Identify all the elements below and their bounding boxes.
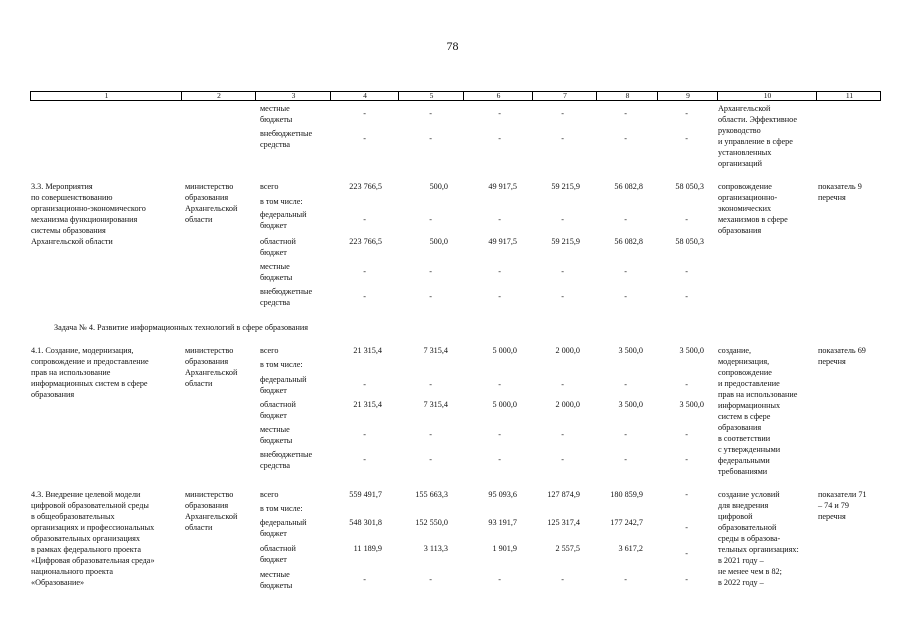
target-indicator: показатель 9 перечня: [818, 182, 862, 202]
amount-cell: -: [561, 134, 564, 143]
amount-cell: -: [498, 292, 501, 301]
responsible-executor: министерство образования Архангельской области: [185, 182, 238, 224]
funding-source-label: областной бюджет: [260, 237, 296, 257]
amount-cell: 1 901,9: [492, 544, 517, 553]
target-indicator: показатели 71 – 74 и 79 перечня: [818, 490, 867, 521]
amount-cell: 3 500,0: [618, 346, 643, 355]
amount-cell: -: [429, 430, 432, 439]
amount-cell: -: [624, 109, 627, 118]
expected-result: сопровождение организационно- экономических механизмов в сфере образования: [718, 182, 788, 235]
amount-cell: 2 000,0: [555, 400, 580, 409]
header-col-5: 5: [429, 91, 434, 100]
amount-cell: 155 663,3: [415, 490, 448, 499]
amount-cell: -: [624, 455, 627, 464]
amount-cell: -: [624, 292, 627, 301]
amount-cell: 500,0: [429, 182, 448, 191]
header-col-6: 6: [496, 91, 501, 100]
amount-cell: -: [624, 134, 627, 143]
amount-cell: 95 093,6: [488, 490, 517, 499]
amount-cell: -: [363, 109, 366, 118]
amount-cell: -: [498, 430, 501, 439]
amount-cell: -: [685, 215, 688, 224]
table-header-row: [30, 91, 881, 101]
amount-cell: 49 917,5: [488, 182, 517, 191]
amount-cell: -: [561, 430, 564, 439]
amount-cell: -: [685, 109, 688, 118]
amount-cell: 125 317,4: [547, 518, 580, 527]
amount-cell: -: [363, 430, 366, 439]
amount-cell: -: [685, 134, 688, 143]
amount-cell: -: [561, 109, 564, 118]
amount-cell: 500,0: [429, 237, 448, 246]
amount-cell: -: [685, 292, 688, 301]
amount-cell: -: [561, 292, 564, 301]
amount-cell: 180 859,9: [610, 490, 643, 499]
funding-source-label: в том числе:: [260, 360, 303, 369]
amount-cell: -: [624, 215, 627, 224]
funding-source-label: всего: [260, 490, 279, 499]
activity-name: 4.1. Создание, модернизация, сопровождение и предоставление прав на использование информационных систем в сфере образования: [31, 346, 149, 399]
funding-source-label: федеральный бюджет: [260, 375, 307, 395]
amount-cell: -: [624, 267, 627, 276]
amount-cell: -: [498, 267, 501, 276]
amount-cell: -: [429, 267, 432, 276]
amount-cell: -: [429, 380, 432, 389]
amount-cell: -: [624, 575, 627, 584]
responsible-executor: министерство образования Архангельской области: [185, 490, 238, 532]
header-col-10: 10: [763, 91, 772, 100]
amount-cell: -: [561, 575, 564, 584]
funding-source-label: местные бюджеты: [260, 425, 293, 445]
expected-result: создание, модернизация, сопровождение и предоставление прав на использование информационных систем в сфере образования в соответствии с утвержденными федеральными требованиями: [718, 346, 798, 476]
funding-source-label: всего: [260, 346, 279, 355]
amount-cell: -: [561, 455, 564, 464]
amount-cell: -: [429, 455, 432, 464]
funding-source-label: местные бюджеты: [260, 262, 293, 282]
header-col-7: 7: [563, 91, 567, 100]
amount-cell: -: [561, 215, 564, 224]
amount-cell: 7 315,4: [423, 346, 448, 355]
amount-cell: -: [561, 267, 564, 276]
amount-cell: -: [429, 575, 432, 584]
amount-cell: 58 050,3: [675, 237, 704, 246]
header-col-4: 4: [363, 91, 367, 100]
amount-cell: 56 082,8: [614, 237, 643, 246]
amount-cell: -: [685, 549, 688, 558]
amount-cell: -: [429, 134, 432, 143]
amount-cell: 21 315,4: [353, 346, 382, 355]
amount-cell: 3 113,3: [423, 544, 448, 553]
funding-source-label: внебюджетные средства: [260, 129, 313, 149]
amount-cell: -: [685, 575, 688, 584]
amount-cell: 559 491,7: [349, 490, 382, 499]
amount-cell: -: [429, 292, 432, 301]
amount-cell: -: [624, 380, 627, 389]
funding-source-label: местные бюджеты: [260, 104, 293, 124]
activity-name: 3.3. Мероприятия по совершенствованию организационно-экономического механизма функционирования системы образования Архангельской области: [31, 182, 146, 246]
amount-cell: -: [498, 215, 501, 224]
amount-cell: -: [363, 292, 366, 301]
amount-cell: 93 191,7: [488, 518, 517, 527]
amount-cell: -: [363, 575, 366, 584]
amount-cell: -: [498, 134, 501, 143]
amount-cell: -: [498, 575, 501, 584]
amount-cell: -: [685, 430, 688, 439]
amount-cell: 548 301,8: [349, 518, 382, 527]
amount-cell: 2 557,5: [555, 544, 580, 553]
amount-cell: -: [685, 380, 688, 389]
amount-cell: -: [685, 455, 688, 464]
amount-cell: 3 617,2: [618, 544, 643, 553]
amount-cell: -: [498, 109, 501, 118]
amount-cell: -: [498, 455, 501, 464]
amount-cell: -: [685, 267, 688, 276]
amount-cell: 3 500,0: [618, 400, 643, 409]
header-col-3: 3: [291, 91, 296, 100]
amount-cell: 59 215,9: [551, 182, 580, 191]
amount-cell: 2 000,0: [555, 346, 580, 355]
amount-cell: -: [498, 380, 501, 389]
funding-source-label: федеральный бюджет: [260, 518, 307, 538]
amount-cell: 5 000,0: [492, 346, 517, 355]
amount-cell: -: [685, 490, 688, 499]
amount-cell: 49 917,5: [488, 237, 517, 246]
amount-cell: 3 500,0: [679, 346, 704, 355]
header-col-8: 8: [625, 91, 630, 100]
header-col-11: 11: [845, 91, 854, 100]
target-indicator: показатель 69 перечня: [818, 346, 866, 366]
amount-cell: -: [363, 455, 366, 464]
amount-cell: 5 000,0: [492, 400, 517, 409]
task-heading: Задача № 4. Развитие информационных технологий в сфере образования: [54, 323, 308, 332]
amount-cell: -: [429, 215, 432, 224]
responsible-executor: министерство образования Архангельской области: [185, 346, 238, 388]
activity-name: 4.3. Внедрение целевой модели цифровой образовательной среды в общеобразовательных организациях и профессиональных образовательных организациях в рамках федерального проекта «Цифровая образовательная среда» национального проекта «Образование»: [31, 490, 155, 587]
amount-cell: 58 050,3: [675, 182, 704, 191]
funding-source-label: внебюджетные средства: [260, 450, 313, 470]
amount-cell: 152 550,0: [415, 518, 448, 527]
amount-cell: -: [685, 523, 688, 532]
amount-cell: 223 766,5: [349, 182, 382, 191]
amount-cell: 59 215,9: [551, 237, 580, 246]
funding-source-label: в том числе:: [260, 197, 303, 206]
page-number: 78: [446, 39, 459, 53]
expected-result: создание условий для внедрения цифровой образовательной среды в образова- тельных организациях: в 2021 году – не менее чем в 82; в 2022 году –: [718, 490, 799, 587]
amount-cell: 3 500,0: [679, 400, 704, 409]
amount-cell: -: [363, 267, 366, 276]
amount-cell: -: [429, 109, 432, 118]
amount-cell: -: [363, 380, 366, 389]
amount-cell: 7 315,4: [423, 400, 448, 409]
header-col-9: 9: [686, 91, 690, 100]
amount-cell: 21 315,4: [353, 400, 382, 409]
amount-cell: -: [363, 215, 366, 224]
funding-source-label: всего: [260, 182, 279, 191]
amount-cell: 11 189,9: [353, 544, 382, 553]
funding-source-label: внебюджетные средства: [260, 287, 313, 307]
expected-result: Архангельской области. Эффективное руководство и управление в сфере установленных организаций: [718, 104, 797, 168]
funding-source-label: областной бюджет: [260, 400, 296, 420]
amount-cell: 223 766,5: [349, 237, 382, 246]
header-col-1: 1: [104, 91, 109, 100]
amount-cell: 56 082,8: [614, 182, 643, 191]
amount-cell: 127 874,9: [547, 490, 580, 499]
amount-cell: -: [561, 380, 564, 389]
funding-source-label: в том числе:: [260, 504, 303, 513]
funding-source-label: федеральный бюджет: [260, 210, 307, 230]
funding-source-label: областной бюджет: [260, 544, 296, 564]
amount-cell: 177 242,7: [610, 518, 643, 527]
amount-cell: -: [363, 134, 366, 143]
amount-cell: -: [624, 430, 627, 439]
funding-source-label: местные бюджеты: [260, 570, 293, 590]
header-col-2: 2: [217, 91, 221, 100]
